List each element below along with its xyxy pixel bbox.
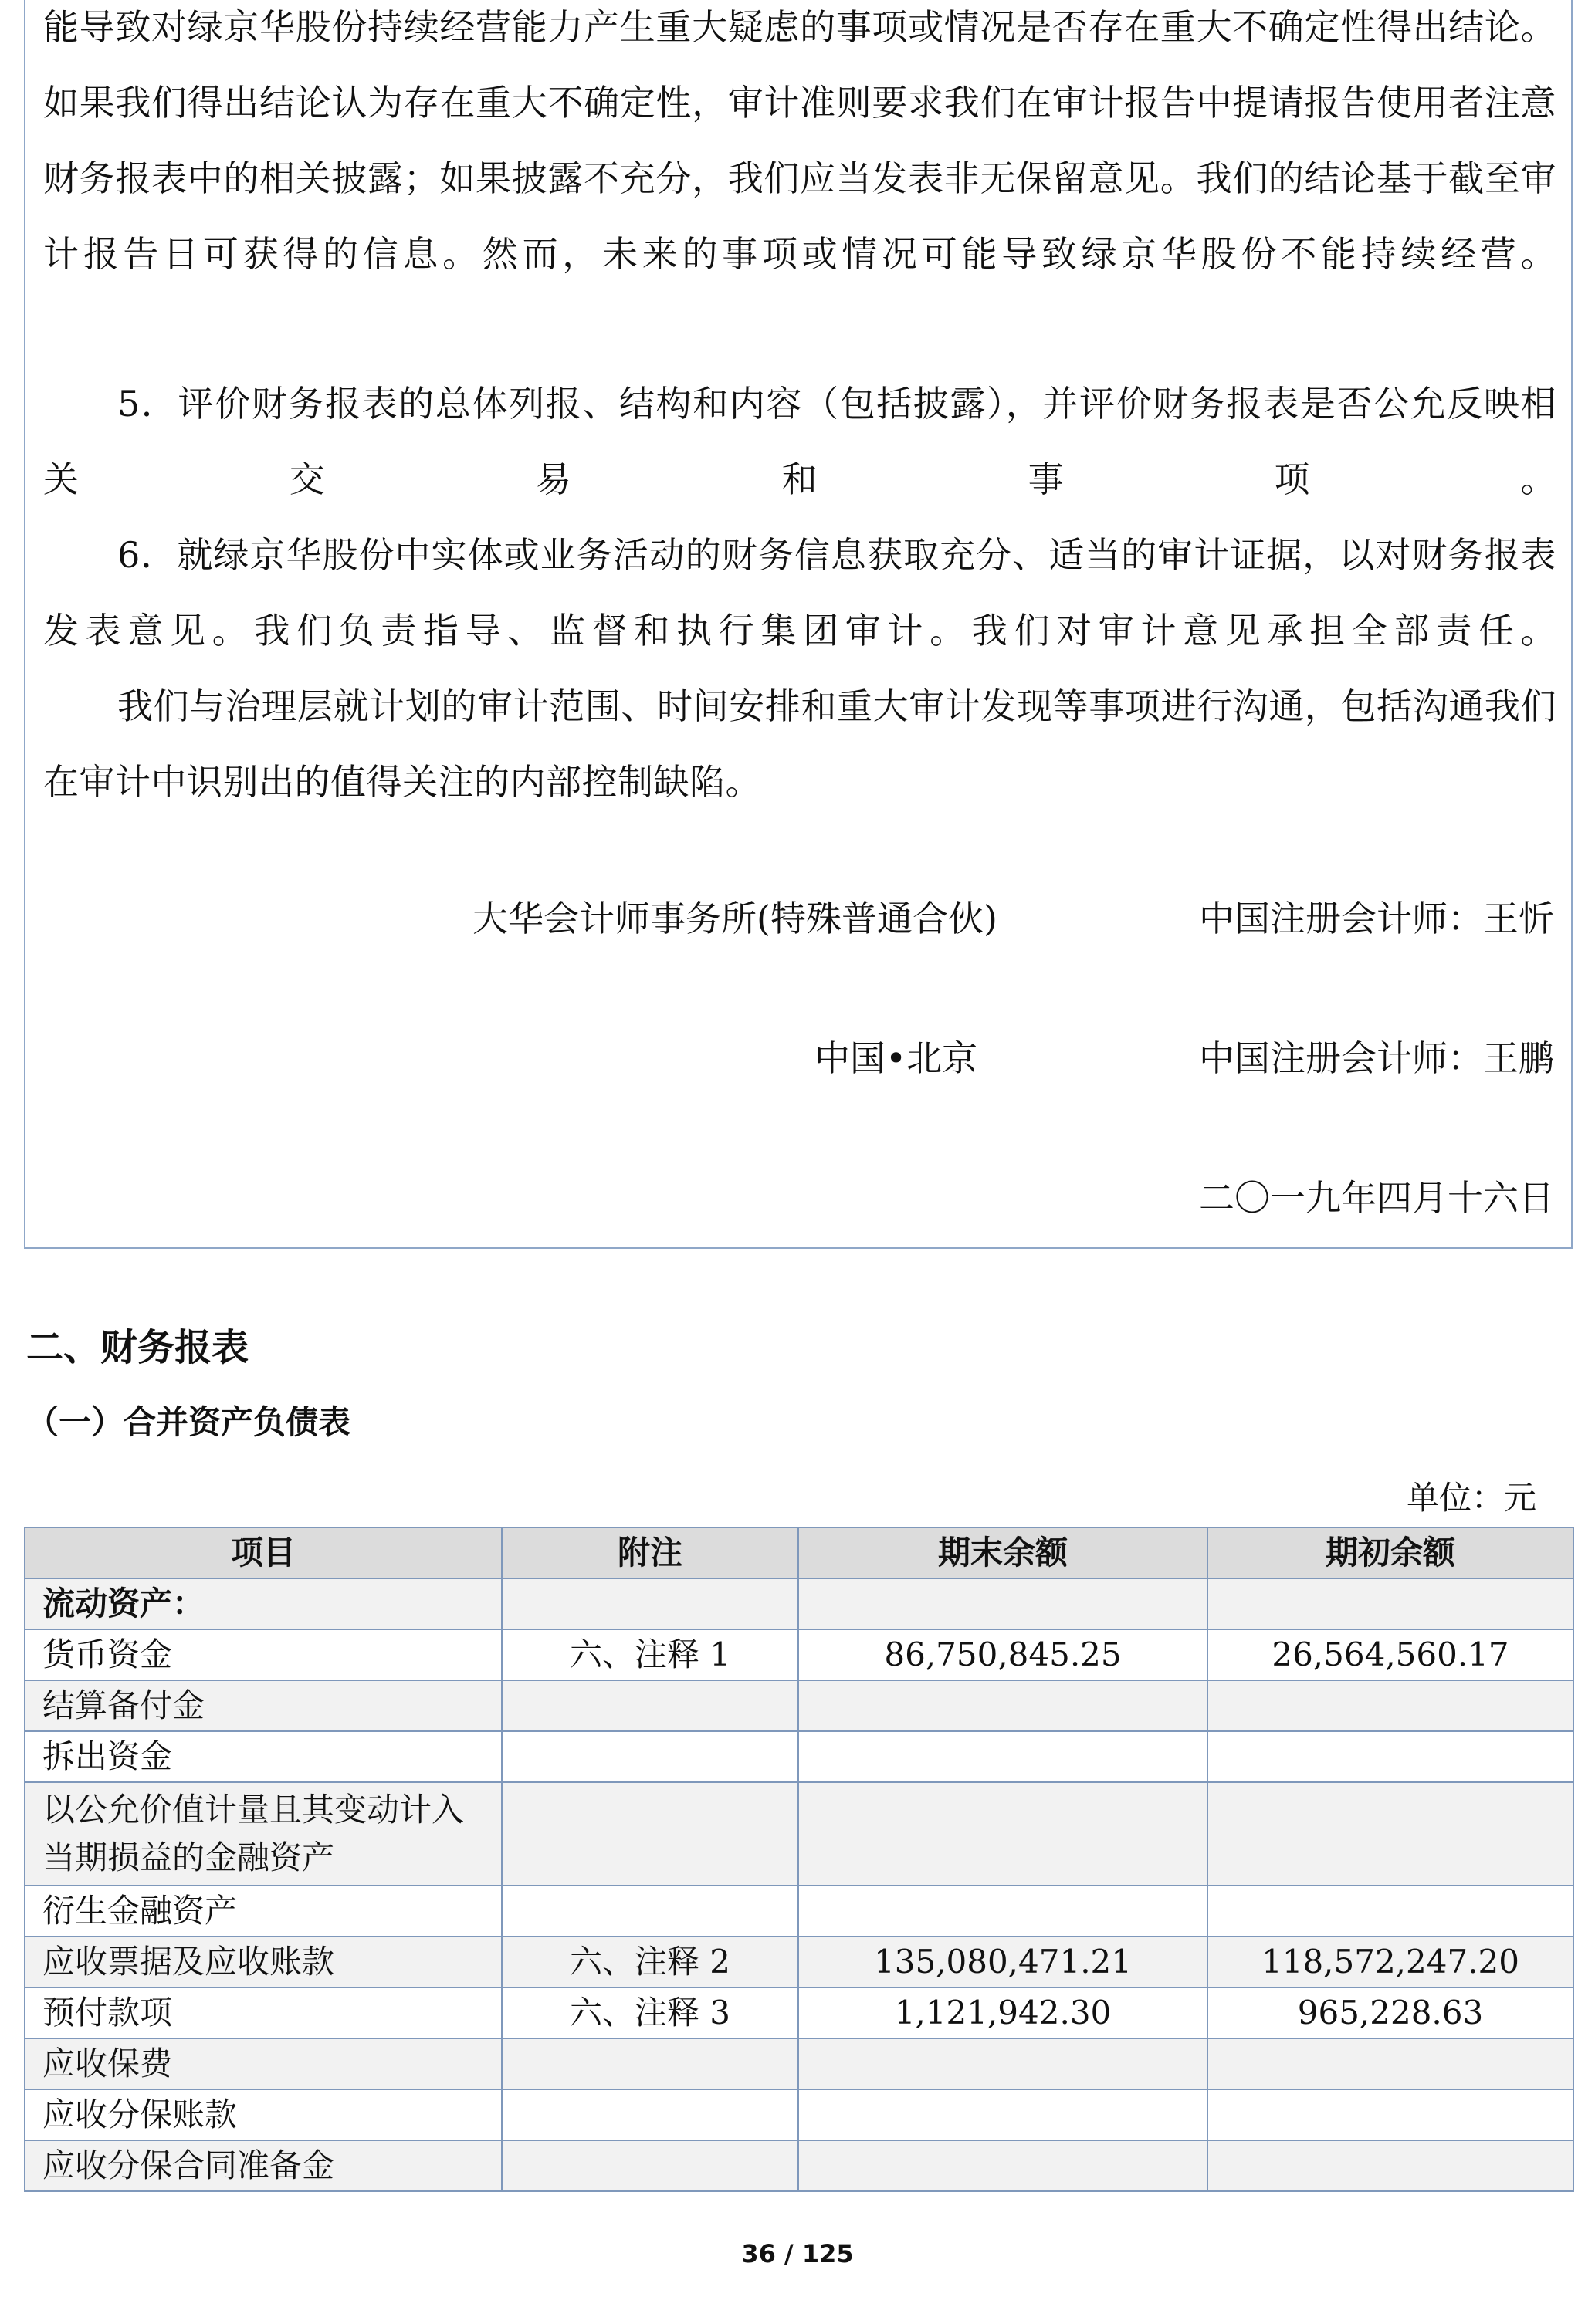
row-end-balance [798, 2140, 1207, 2191]
row-item: 流动资产： [25, 1578, 502, 1629]
paragraph-going-concern: 能导致对绿京华股份持续经营能力产生重大疑虑的事项或情况是否存在重大不确定性得出结论。如果我们得出结论认为存在重大不确定性，审计准则要求我们在审计报告中提请报告使用者注意财务报表中的相关披露；如果披露不充分，我们应当发表非无保留意见。我们的结论基于截至审计报告日可获得的信息。然而，未来的事项或情况可能导致绿京华股份不能持续经营。 [43, 6, 1556, 275]
table-row [25, 1578, 1573, 1629]
table-header-row [25, 1527, 1573, 1578]
row-begin-balance: 118,572,247.20 [1207, 1937, 1573, 1987]
paragraph-presentation: 5．评价财务报表的总体列报、结构和内容（包括披露），并评价财务报表是否公允反映相关交易和事项。 [43, 383, 1556, 500]
row-note [502, 1680, 798, 1731]
column-header-begin-balance: 期初余额 [1207, 1527, 1573, 1578]
row-note [502, 1886, 798, 1937]
unit-label: 单位：元 [1406, 1479, 1536, 1517]
row-item: 以公允价值计量且其变动计入当期损益的金融资产 [25, 1782, 502, 1886]
table-row [25, 1782, 1573, 1886]
row-note [502, 2089, 798, 2140]
row-begin-balance [1207, 1680, 1573, 1731]
row-end-balance [798, 2089, 1207, 2140]
table-row [25, 1987, 1573, 2038]
row-begin-balance [1207, 1578, 1573, 1629]
row-begin-balance [1207, 2140, 1573, 2191]
row-note [502, 2140, 798, 2191]
row-begin-balance: 26,564,560.17 [1207, 1629, 1573, 1680]
row-note: 六、注释 2 [502, 1937, 798, 1987]
column-header-item: 项目 [25, 1527, 502, 1578]
row-begin-balance [1207, 2089, 1573, 2140]
row-end-balance [798, 1578, 1207, 1629]
row-end-balance [798, 1680, 1207, 1731]
row-end-balance: 1,121,942.30 [798, 1987, 1207, 2038]
row-begin-balance [1207, 1731, 1573, 1782]
row-end-balance [798, 1782, 1207, 1886]
table-row [25, 1886, 1573, 1937]
row-begin-balance [1207, 1886, 1573, 1937]
row-item: 应收票据及应收账款 [25, 1937, 502, 1987]
row-end-balance [798, 1731, 1207, 1782]
row-end-balance: 135,080,471.21 [798, 1937, 1207, 1987]
section-heading: 二、财务报表 [26, 1326, 249, 1369]
row-item: 应收分保账款 [25, 2089, 502, 2140]
report-date: 二〇一九年四月十六日 [1199, 1177, 1554, 1219]
row-begin-balance [1207, 1782, 1573, 1886]
section-subheading: （一）合并资产负债表 [26, 1403, 351, 1441]
row-item: 应收分保合同准备金 [25, 2140, 502, 2191]
row-item: 衍生金融资产 [25, 1886, 502, 1937]
table-row [25, 1937, 1573, 1987]
table-row [25, 2089, 1573, 2140]
cpa-signature-2: 中国注册会计师：王鹏 [1199, 1037, 1554, 1079]
row-note: 六、注释 3 [502, 1987, 798, 2038]
row-note [502, 1578, 798, 1629]
balance-sheet-table [24, 1527, 1574, 2192]
firm-location: 中国•北京 [814, 1037, 978, 1079]
table-row [25, 2140, 1573, 2191]
table-row [25, 1680, 1573, 1731]
row-end-balance [798, 2038, 1207, 2089]
paragraph-group-audit: 6．就绿京华股份中实体或业务活动的财务信息获取充分、适当的审计证据，以对财务报表发表意见。我们负责指导、监督和执行集团审计。我们对审计意见承担全部责任。 [43, 534, 1556, 651]
column-header-end-balance: 期末余额 [798, 1527, 1207, 1578]
row-note: 六、注释 1 [502, 1629, 798, 1680]
row-note [502, 1782, 798, 1886]
paragraph-communication: 我们与治理层就计划的审计范围、时间安排和重大审计发现等事项进行沟通，包括沟通我们在审计中识别出的值得关注的内部控制缺陷。 [43, 685, 1556, 803]
row-begin-balance [1207, 2038, 1573, 2089]
table-row [25, 1629, 1573, 1680]
row-item: 应收保费 [25, 2038, 502, 2089]
row-end-balance: 86,750,845.25 [798, 1629, 1207, 1680]
cpa-signature-1: 中国注册会计师：王忻 [1199, 898, 1554, 939]
row-note [502, 2038, 798, 2089]
row-item: 结算备付金 [25, 1680, 502, 1731]
column-header-note: 附注 [502, 1527, 798, 1578]
row-item: 预付款项 [25, 1987, 502, 2038]
row-item: 货币资金 [25, 1629, 502, 1680]
audit-firm-name: 大华会计师事务所(特殊普通合伙) [472, 898, 997, 939]
table-row [25, 2038, 1573, 2089]
page-number: 36 / 125 [741, 2239, 854, 2268]
row-item: 拆出资金 [25, 1731, 502, 1782]
row-note [502, 1731, 798, 1782]
row-end-balance [798, 1886, 1207, 1937]
table-row [25, 1731, 1573, 1782]
row-begin-balance: 965,228.63 [1207, 1987, 1573, 2038]
